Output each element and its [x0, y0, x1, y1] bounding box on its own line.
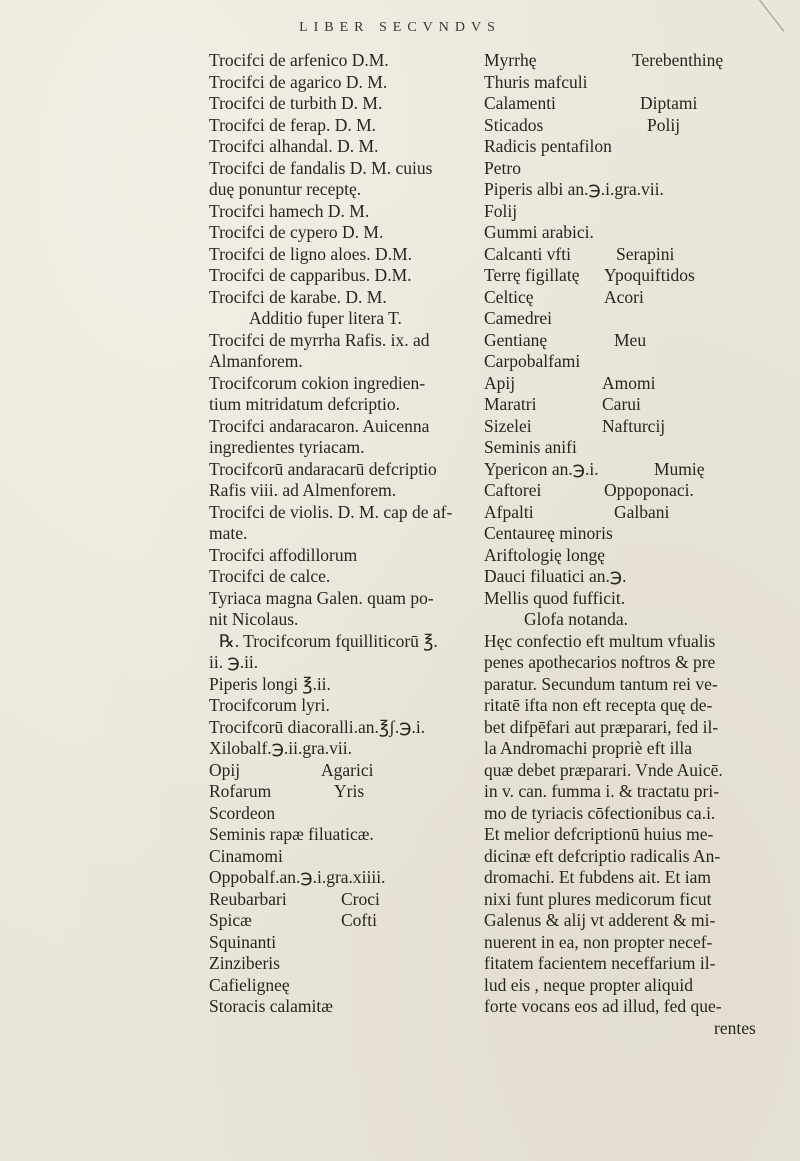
right_column-line: [484, 1018, 784, 1040]
left_column-line-text: Spicæ: [209, 910, 252, 930]
right_column-line: [484, 975, 784, 997]
left_column-line: [209, 631, 481, 653]
right_column-line-text: Calcanti vfti: [484, 243, 571, 264]
left_column-line-text: Piperis longi ℥.ii.: [209, 673, 331, 694]
right_column-line: [484, 244, 784, 266]
right_column-line: [484, 867, 784, 889]
left_column-line: [209, 717, 481, 739]
left_column-line: [209, 179, 481, 201]
right_column-line: [484, 480, 784, 502]
left_column-line: [209, 394, 481, 416]
right_column-line-text: Hęc confectio eft multum vfualis: [484, 630, 716, 651]
right_column-line-text: Carpobalfami: [484, 351, 581, 371]
right_column-line-text: Mellis quod fufficit.: [484, 587, 626, 608]
left_column-line-text: Trocifcorum cokion ingredien-: [209, 372, 426, 393]
left_column-line-text: Additio fuper litera T.: [249, 308, 402, 328]
left_column-line: [209, 373, 481, 395]
left_column-line: [209, 738, 481, 760]
left_column-line-text: Rofarum: [209, 781, 272, 801]
right_column-line-text: la Andromachi propriè eft illa: [484, 738, 692, 758]
right_column-line: [484, 953, 784, 975]
left_column-line-text: Trocifci de violis. D. M. cap de af-: [209, 501, 453, 522]
right_column-line-text: nixi funt plures medicorum ficut: [484, 888, 712, 909]
left_column-line: [209, 889, 481, 911]
left_column-line: [209, 932, 481, 954]
right_column-line: [484, 416, 784, 438]
right_column-line: [484, 566, 784, 588]
right_column-line-text: Radicis pentafilon: [484, 136, 612, 156]
left_column-line: [209, 480, 481, 502]
running-head-text: LIBER SECVNDVS: [299, 20, 501, 35]
left_column-line: [209, 502, 481, 524]
right_column-line-text: Galenus & alij vt adderent & mi-: [484, 910, 716, 930]
left_column-line-text: Cafieligneę: [209, 974, 290, 995]
left_column-line: [209, 330, 481, 352]
left_column-line: [209, 115, 481, 137]
left_column-line-text: Rafis viii. ad Almenforem.: [209, 480, 397, 500]
left_column-line-text: Reubarbari: [209, 888, 287, 909]
left_column-line-text: Trocifci hamech D. M.: [209, 200, 370, 221]
right_column-line: [484, 179, 784, 201]
right_column-line: [484, 803, 784, 825]
left_column-line: [209, 588, 481, 610]
right_column-line: [484, 781, 784, 803]
right_column-line-text: ritatē ifta non eft recepta quę de-: [484, 695, 713, 715]
left_column-line-text: Trocifci andaracaron. Auicenna: [209, 415, 430, 436]
left_column-line: [209, 158, 481, 180]
left_column-line: [209, 222, 481, 244]
left_column-line-text: Trocifcorū andaracarū defcriptio: [209, 458, 437, 479]
right_column-line: [484, 609, 784, 631]
left_column-line-text: Trocifci de turbith D. M.: [209, 93, 383, 113]
left_column-line: [209, 953, 481, 975]
left_column-line: [209, 545, 481, 567]
left_column-line: [209, 824, 481, 846]
right_column-line: [484, 588, 784, 610]
right_column-line-text: Piperis albi an.℈.i.gra.vii.: [484, 179, 664, 199]
left_column-line: [209, 910, 481, 932]
right_column-line-second-entry: Serapini: [616, 243, 675, 264]
right_column-line-second-entry: Mumię: [654, 458, 705, 479]
right_column-line-second-entry: Terebenthinę: [632, 50, 724, 70]
right_column-line-text: Myrrhę: [484, 50, 537, 70]
right_column-line-text: bet difpēfari aut præparari, fed il-: [484, 716, 719, 737]
right_column-line: [484, 695, 784, 717]
left_column-line-second-entry: Agarici: [321, 759, 374, 780]
right_column-line-text: Celticę: [484, 286, 534, 307]
left_column-line-text: Cinamomi: [209, 845, 283, 866]
right_column-line: [484, 502, 784, 524]
right_column-line-text: Ariftologię longę: [484, 544, 606, 565]
right_column-line: [484, 136, 784, 158]
left_column-line-second-entry: Yris: [334, 781, 365, 801]
left_column-line: [209, 287, 481, 309]
left_column-line-text: Squinanti: [209, 931, 277, 952]
left_column-line: [209, 760, 481, 782]
left_column-line-text: Trocifci de agarico D. M.: [209, 71, 388, 92]
right_column-line-second-entry: Nafturcij: [602, 415, 666, 436]
right_column-line-text: Gummi arabici.: [484, 222, 594, 242]
right_column-line: [484, 201, 784, 223]
left_column-line-text: ℞. Trocifcorum fquilliticorū ℥.: [219, 630, 438, 651]
left_column-line-text: ingredientes tyriacam.: [209, 437, 365, 457]
right_column-line: [484, 287, 784, 309]
right_column-line-second-entry: Meu: [614, 329, 647, 350]
left_column-line-text: Zinziberis: [209, 953, 280, 973]
left_column-line-text: Trocifci de karabe. D. M.: [209, 286, 387, 307]
left_column-line: [209, 416, 481, 438]
right_column-line: [484, 222, 784, 244]
left_column-line: [209, 652, 481, 674]
left_column-line: [209, 265, 481, 287]
left_column-line: [209, 566, 481, 588]
right_column-line: [484, 523, 784, 545]
right_column-line-text: forte vocans eos ad illud, fed que-: [484, 996, 722, 1016]
right_column-line-text: fitatem facientem neceffarium il-: [484, 953, 716, 973]
right_column-line: [484, 846, 784, 868]
left_column-line: [209, 72, 481, 94]
left_column-line: [209, 308, 481, 330]
left_column-line-text: Oppobalf.an.℈.i.gra.xiiii.: [209, 867, 386, 887]
right_column-line: [484, 652, 784, 674]
left_column-line: [209, 674, 481, 696]
right_column-line-text: Afpalti: [484, 501, 534, 522]
left_column-line-text: Trocifci de calce.: [209, 566, 331, 586]
right_column-line-text: rentes: [714, 1017, 756, 1038]
right_column-line-text: Camedrei: [484, 308, 553, 328]
running-head: [0, 20, 800, 36]
right_column-line-second-entry: Amomi: [602, 372, 656, 393]
left_column-line-text: ii. ℈.ii.: [209, 652, 259, 672]
left_column-line: [209, 695, 481, 717]
right_column-line-text: dicinæ eft defcriptio radicalis An-: [484, 845, 721, 866]
right-column: [484, 50, 784, 1039]
left_column-line-text: mate.: [209, 523, 248, 543]
left_column-line: [209, 93, 481, 115]
right_column-line: [484, 717, 784, 739]
right_column-line: [484, 760, 784, 782]
left_column-line-text: Trocifci alhandal. D. M.: [209, 136, 379, 156]
left_column-line: [209, 523, 481, 545]
right_column-line: [484, 373, 784, 395]
left_column-line: [209, 846, 481, 868]
right_column-line: [484, 351, 784, 373]
right_column-line-text: Maratri: [484, 394, 537, 414]
right_column-line-text: in v. can. fumma i. & tractatu pri-: [484, 781, 720, 801]
left_column-line-text: Storacis calamitæ: [209, 996, 333, 1016]
right_column-line-text: Ypericon an.℈.i.: [484, 458, 599, 479]
right_column-line-text: Sizelei: [484, 415, 532, 436]
right_column-line-text: Centaureę minoris: [484, 523, 613, 543]
right_column-line-text: Glofa notanda.: [524, 609, 628, 629]
left_column-line-second-entry: Croci: [341, 888, 380, 909]
left_column-line: [209, 244, 481, 266]
right_column-line-second-entry: Polij: [647, 114, 681, 135]
left_column-line: [209, 50, 481, 72]
left_column-line-text: Trocifci de cypero D. M.: [209, 222, 384, 242]
right_column-line-text: quæ debet præparari. Vnde Auicē.: [484, 759, 723, 780]
left_column-line-text: Trocifci de ferap. D. M.: [209, 114, 377, 135]
right_column-line: [484, 738, 784, 760]
right_column-line-second-entry: Acori: [604, 286, 644, 307]
left_column-line-text: Trocifci de fandalis D. M. cuius: [209, 157, 433, 178]
left_column-line-text: Trocifci de myrrha Rafis. ix. ad: [209, 329, 430, 350]
left_column-line-text: Almanforem.: [209, 351, 303, 371]
left_column-line: [209, 201, 481, 223]
left_column-line: [209, 136, 481, 158]
right_column-line: [484, 50, 784, 72]
right_column-line-text: paratur. Secundum tantum rei ve-: [484, 673, 718, 694]
left_column-line: [209, 351, 481, 373]
right_column-line: [484, 824, 784, 846]
left_column-line-text: Trocifci de arfenico D.M.: [209, 50, 389, 70]
left_column-line-text: Trocifci de ligno aloes. D.M.: [209, 243, 413, 264]
right_column-line-text: lud eis , neque propter aliquid: [484, 974, 693, 995]
right_column-line-text: Terrę figillatę: [484, 265, 580, 285]
left_column-line-text: Seminis rapæ filuaticæ.: [209, 824, 374, 844]
left_column-line: [209, 609, 481, 631]
right_column-line: [484, 308, 784, 330]
right_column-line: [484, 158, 784, 180]
left_column-line-text: Xilobalf.℈.ii.gra.vii.: [209, 738, 352, 758]
right_column-line-second-entry: Carui: [602, 394, 641, 414]
right_column-line: [484, 631, 784, 653]
left_column-line: [209, 996, 481, 1018]
right_column-line-text: Dauci filuatici an.℈.: [484, 566, 627, 586]
right_column-line-second-entry: Oppoponaci.: [604, 480, 694, 500]
left_column-line-text: Trocifci de capparibus. D.M.: [209, 265, 412, 285]
left_column-line: [209, 437, 481, 459]
left-column: [209, 50, 481, 1018]
left_column-line-text: nit Nicolaus.: [209, 609, 299, 629]
right_column-line-text: Gentianę: [484, 329, 548, 350]
right_column-line: [484, 265, 784, 287]
left_column-line: [209, 975, 481, 997]
left_column-line-text: tium mitridatum defcriptio.: [209, 394, 401, 414]
right_column-line-text: Calamenti: [484, 93, 556, 113]
left_column-line: [209, 781, 481, 803]
left_column-line: [209, 459, 481, 481]
right_column-line-text: Sticados: [484, 114, 544, 135]
right_column-line: [484, 545, 784, 567]
right_column-line-second-entry: Ypoquiftidos: [604, 265, 695, 285]
left_column-line-text: Trocifcorum lyri.: [209, 695, 330, 715]
right_column-line: [484, 93, 784, 115]
right_column-line-text: Petro: [484, 157, 521, 178]
right_column-line-text: penes apothecarios noftros & pre: [484, 652, 716, 672]
right_column-line: [484, 459, 784, 481]
right_column-line: [484, 437, 784, 459]
right_column-line-text: nuerent in ea, non propter necef-: [484, 931, 713, 952]
right_column-line: [484, 996, 784, 1018]
right_column-line-second-entry: Diptami: [640, 93, 698, 113]
right_column-line: [484, 330, 784, 352]
right_column-line: [484, 932, 784, 954]
right_column-line-text: Et melior defcriptionū huius me-: [484, 824, 714, 844]
right_column-line-text: mo de tyriacis cōfectionibus ca.i.: [484, 802, 716, 823]
right_column-line-text: Seminis anifi: [484, 437, 577, 457]
left_column-line: [209, 867, 481, 889]
left_column-line-text: Trocifcorū diacoralli.an.℥ʃ.℈.i.: [209, 716, 426, 737]
right_column-line-second-entry: Galbani: [614, 501, 670, 522]
left_column-line-second-entry: Cofti: [341, 910, 377, 930]
right_column-line-text: Caftorei: [484, 480, 542, 500]
right_column-line-text: dromachi. Et fubdens ait. Et iam: [484, 867, 711, 887]
right_column-line: [484, 889, 784, 911]
left_column-line-text: Scordeon: [209, 802, 276, 823]
right_column-line: [484, 115, 784, 137]
right_column-line-text: Folij: [484, 200, 518, 221]
left_column-line: [209, 803, 481, 825]
right_column-line: [484, 674, 784, 696]
right_column-line-text: Apij: [484, 372, 516, 393]
right_column-line-text: Thuris mafculi: [484, 71, 588, 92]
left_column-line-text: Opij: [209, 759, 241, 780]
right_column-line: [484, 72, 784, 94]
left_column-line-text: Tyriaca magna Galen. quam po-: [209, 587, 434, 608]
left_column-line-text: duę ponuntur receptę.: [209, 179, 362, 199]
right_column-line: [484, 910, 784, 932]
right_column-line: [484, 394, 784, 416]
left_column-line-text: Trocifci affodillorum: [209, 544, 358, 565]
